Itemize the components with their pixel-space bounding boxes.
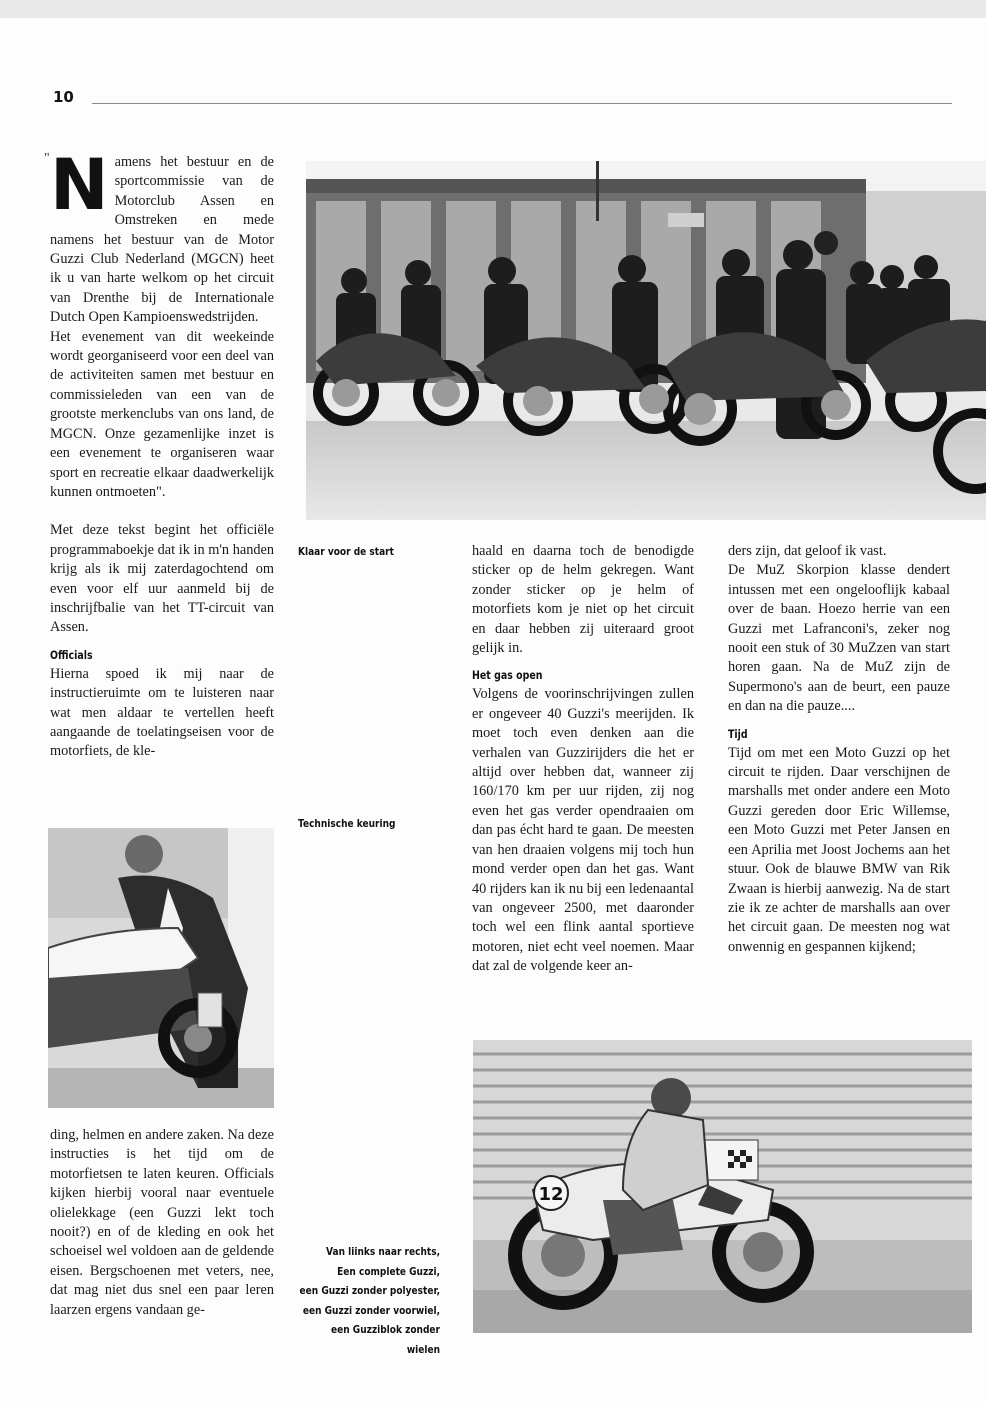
scan-edge (0, 0, 986, 18)
intro-paragraph-2: Het evenement van dit weekeinde wordt georganiseerd voor een deel van de activiteiten samen met bestuur en commissieleden van een van de grootste merkenclubs van ons land, de MGCN. Onze gezamenlijke inzet is een evenement te organiseren waar sport en recreatie elkaar daadwerkelijk kunnen ontmoeten". (50, 328, 274, 500)
right-paragraph-1: ders zijn, dat geloof ik vast. (728, 543, 887, 559)
middle-text (472, 542, 694, 977)
caption-line-1: Van liinks naar rechts, (326, 1245, 440, 1258)
caption-line-5: een Guzziblok zonder wielen (331, 1323, 440, 1356)
caption-line-3: een Guzzi zonder polyester, (299, 1284, 440, 1297)
photo-racing-guzzi (473, 1040, 972, 1333)
photo-technical-inspection (48, 828, 274, 1108)
officials-continued (50, 1126, 274, 1320)
intro-paragraph-3: Met deze tekst begint het officiële programmaboekje dat ik in m'n handen krijg als ik mij zaterdagochtend om even voor elf uur aanmeld bij de inschrijfbalie van het TT-circuit van Assen. (50, 522, 274, 636)
photo-riders-at-start (306, 161, 986, 520)
caption-line-4: een Guzzi zonder voorwiel, (302, 1303, 440, 1317)
heading-tijd: Tijd (728, 726, 748, 741)
intro-paragraph-1: Namens het bestuur en de sportcommissie van de Motorclub Assen en Omstreken en mede namens het bestuur van de Motor Guzzi Club Nederland (MGCN) heet ik u van harte welkom op het circuit van Drenthe bij de Internationale Dutch Open Kampioenswedstrijden. (50, 144, 274, 326)
heading-officials: Officials (50, 647, 93, 662)
middle-paragraph-2: Volgens de voorinschrijvingen zullen er ongeveer 40 Guzzi's meerijden. Ik moet toch even denken aan die verhalen van Guzzirijders die het er altijd over hebben dat, wanneer zij 160/170 km per uur rijden, zij nog even het gas verder opendraaien om dan pas écht hard te gaan. De meesten van hen draaien volgens mij toch hun mond verder open dan het gas. Want 40 rijders kan ik nu bij een ledenaantal van ongeveer 2500, met daaronder toch wel een flink aantal sportieve motoren, niet echt veel noemen. Maar dat zal de volgende keer an- (472, 686, 694, 975)
opening-quote: " (44, 151, 50, 166)
middle-paragraph-1: haald en daarna toch de benodigde sticker op de helm gekregen. Want zonder sticker op je helm of motorfiets kom je niet op het circuit en daar hebben zij uiteraard groot gelijk in. (472, 543, 694, 657)
right-paragraph-3: Tijd om met een Moto Guzzi op het circuit te rijden. Daar verschijnen de marshalls met onder andere een Moto Guzzi gereden door Eric Willemse, een Moto Guzzi met Peter Jansen en een Aprilia met Joost Jochems aan het stuur. Ook de blauwe BMW van Rik Zwaan is hierbij aanwezig. Na de start zie ik ze achter de marshalls aan over het circuit gaan. De meesten nog wat onwennig en gespannen kijkend; (728, 744, 950, 955)
heading-gas-open: Het gas open (472, 668, 543, 683)
race-number: 12 (538, 1184, 564, 1205)
right-paragraph-2: De MuZ Skorpion klasse dendert intussen met een ongelooflijk kabaal over de baan. Hoezo herrie van een Guzzi met Lafranconi's, zeker nog nooit een stuk of 30 MuZzen van start horen gaan. Na de MuZ zijn de Supermono's aan de beurt, een pauze en dan na die pauze.... (728, 562, 950, 715)
officials-paragraph-2: ding, helmen en andere zaken. Na deze instructies is het tijd om de motorfietsen te laten keuren. Officials kijken hierbij vooral naar eventuele olielekkage (een Guzzi lekt toch nooit?) en of de kleding en ook het schoeisel wel voldoen aan de geldende eisen. Bergschoenen met veters, nee, dat mag niet dus snel een paar leren laarzen ergens vandaan ge- (50, 1127, 274, 1318)
page-number: 10 (53, 88, 74, 106)
officials-paragraph-1: Hierna spoed ik mij naar de instructieruimte om te luisteren naar wat men aldaar te vertellen heeft aangaande de toelatingseisen voor de motorfiets, de kle- (50, 665, 274, 760)
right-text (728, 542, 950, 957)
caption-start: Klaar voor de start (298, 545, 394, 558)
drop-cap: N (50, 144, 109, 226)
header-rule (92, 103, 952, 104)
intro-text (50, 144, 274, 762)
caption-line-2: Een complete Guzzi, (337, 1264, 440, 1278)
caption-inspection: Technische keuring (298, 817, 396, 830)
caption-block-engines (268, 1242, 440, 1359)
